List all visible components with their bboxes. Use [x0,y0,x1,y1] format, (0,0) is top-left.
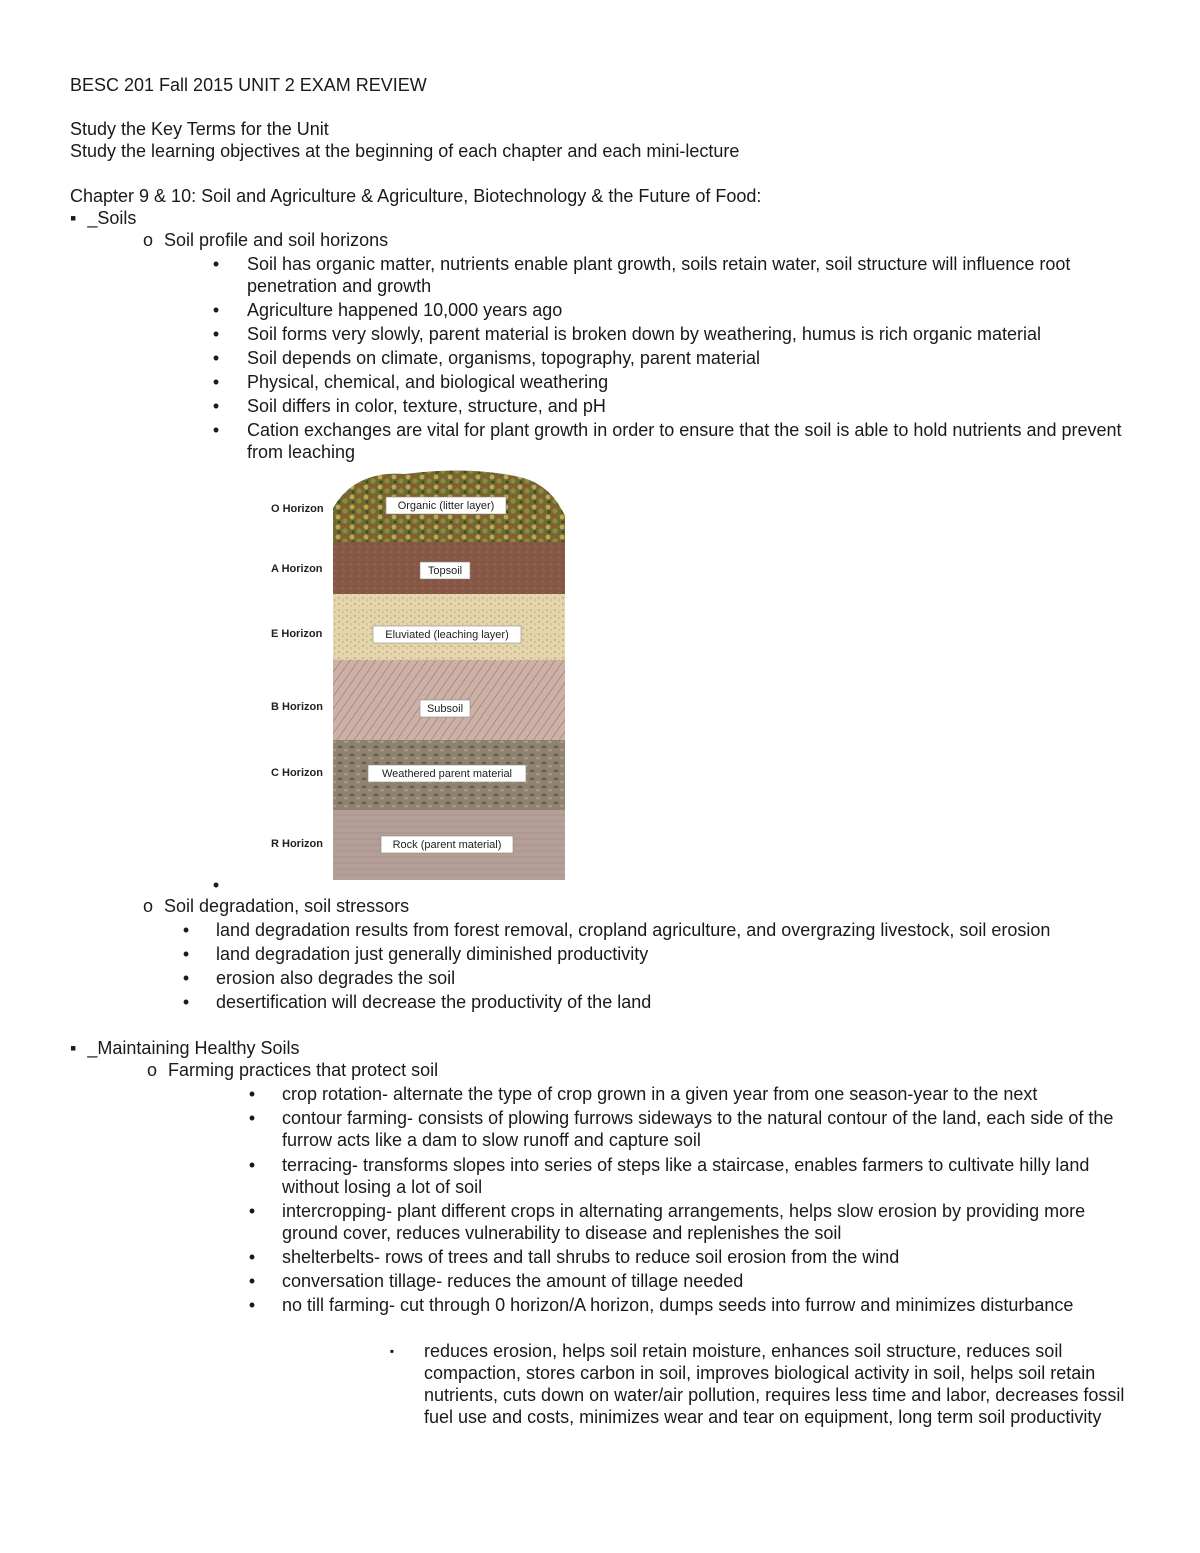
subsection-soil-profile [143,229,388,251]
square-bullet: ▪ [70,1038,77,1058]
e-layer-label: Eluviated (leaching layer) [385,629,509,641]
list-item: intercropping- plant different crops in alternating arrangements, helps slow erosion by providing more ground cover, reduces vulnerability to disease and replenishes the soil [282,1201,1086,1243]
small-square-bullet: ▪ [389,1344,395,1358]
bullet-dot: • [212,875,220,895]
bullet-dot: • [212,324,220,344]
circle-o-bullet: o [143,896,154,916]
subsection-soil-degradation [143,895,409,917]
bullet-dot: • [212,348,220,368]
e-horizon-name: E Horizon [271,628,323,640]
b-horizon-name: B Horizon [271,701,323,713]
a-horizon-name: A Horizon [271,563,323,575]
bullet-dot: • [212,420,220,440]
subsection-farming-practices [147,1059,438,1081]
list-item: land degradation just generally diminished productivity [216,944,649,964]
list-item: crop rotation- alternate the type of crop grown in a given year from one season-year to the next [282,1084,1038,1104]
subsection-farming-practices-label: Farming practices that protect soil [168,1060,439,1080]
study-objectives-line: Study the learning objectives at the beginning of each chapter and each mini-lecture [70,141,740,161]
c-horizon-name: C Horizon [271,767,323,779]
section-maintaining-healthy-soils [70,1037,300,1059]
list-item: Cation exchanges are vital for plant growth in order to ensure that the soil is able to hold nutrients and prevent from leaching [247,420,1122,462]
b-layer-label: Subsoil [426,703,464,715]
list-item: Soil forms very slowly, parent material is broken down by weathering, humus is rich organic material [247,324,1041,344]
bullet-dot: • [212,254,220,274]
square-bullet: ▪ [70,208,77,228]
list-item: contour farming- consists of plowing furrows sideways to the natural contour of the land, each side of the furrow acts like a dam to slow runoff and capture soil [282,1108,1114,1150]
o-horizon-name: O Horizon [271,503,324,515]
section-soils [70,207,136,229]
bullet-dot: • [248,1155,256,1175]
list-item: shelterbelts- rows of trees and tall shrubs to reduce soil erosion from the wind [282,1247,900,1267]
bullet-dot: • [182,992,190,1012]
subsection-soil-degradation-label: Soil degradation, soil stressors [164,896,410,916]
list-item: land degradation results from forest removal, cropland agriculture, and overgrazing livestock, soil erosion [216,920,1051,940]
r-layer-label: Rock (parent material) [392,839,502,851]
bullet-dot: • [248,1201,256,1221]
section-soils-label: _Soils [87,208,137,228]
subsection-soil-profile-label: Soil profile and soil horizons [164,230,389,250]
bullet-dot: • [248,1247,256,1267]
circle-o-bullet: o [143,230,154,250]
list-item: reduces erosion, helps soil retain moisture, enhances soil structure, reduces soil compaction, stores carbon in soil, improves biological activity in soil, helps soil retain nutrients, cuts down on water/air pollution, requires less time and labor, decreases fossil fuel use and costs, minimizes wear and tear on equipment, long term soil productivity [424,1341,1125,1427]
bullet-dot: • [182,968,190,988]
list-item: conversation tillage- reduces the amount of tillage needed [282,1271,744,1291]
soil-profile-figure [265,464,575,884]
study-key-terms-line: Study the Key Terms for the Unit [70,119,329,139]
circle-o-bullet: o [147,1060,158,1080]
list-item: Agriculture happened 10,000 years ago [247,300,563,320]
bullet-dot: • [212,372,220,392]
bullet-dot: • [182,920,190,940]
list-item: no till farming- cut through 0 horizon/A horizon, dumps seeds into furrow and minimizes disturbance [282,1295,1074,1315]
bullet-dot: • [248,1295,256,1315]
page-title: BESC 201 Fall 2015 UNIT 2 EXAM REVIEW [70,75,427,95]
list-item: Soil differs in color, texture, structure, and pH [247,396,606,416]
o-layer-label: Organic (litter layer) [397,500,495,512]
bullet-dot: • [248,1108,256,1128]
bullet-dot: • [182,944,190,964]
list-item: Physical, chemical, and biological weathering [247,372,609,392]
r-horizon-name: R Horizon [271,838,323,850]
list-item: desertification will decrease the productivity of the land [216,992,652,1012]
a-layer-label: Topsoil [427,565,463,577]
list-item: Soil has organic matter, nutrients enable plant growth, soils retain water, soil structure will influence root penetration and growth [247,254,1071,296]
bullet-dot: • [248,1084,256,1104]
section-maintaining-healthy-soils-label: _Maintaining Healthy Soils [87,1038,300,1058]
chapter-heading: Chapter 9 & 10: Soil and Agriculture & Agriculture, Biotechnology & the Future of Food: [70,186,762,206]
bullet-dot: • [212,300,220,320]
soil-horizons-diagram [265,464,575,884]
list-item: Soil depends on climate, organisms, topography, parent material [247,348,760,368]
bullet-dot: • [248,1271,256,1291]
list-item: erosion also degrades the soil [216,968,456,988]
c-layer-label: Weathered parent material [381,768,513,780]
list-item: terracing- transforms slopes into series of steps like a staircase, enables farmers to cultivate hilly land without losing a lot of soil [282,1155,1090,1197]
bullet-dot: • [212,396,220,416]
